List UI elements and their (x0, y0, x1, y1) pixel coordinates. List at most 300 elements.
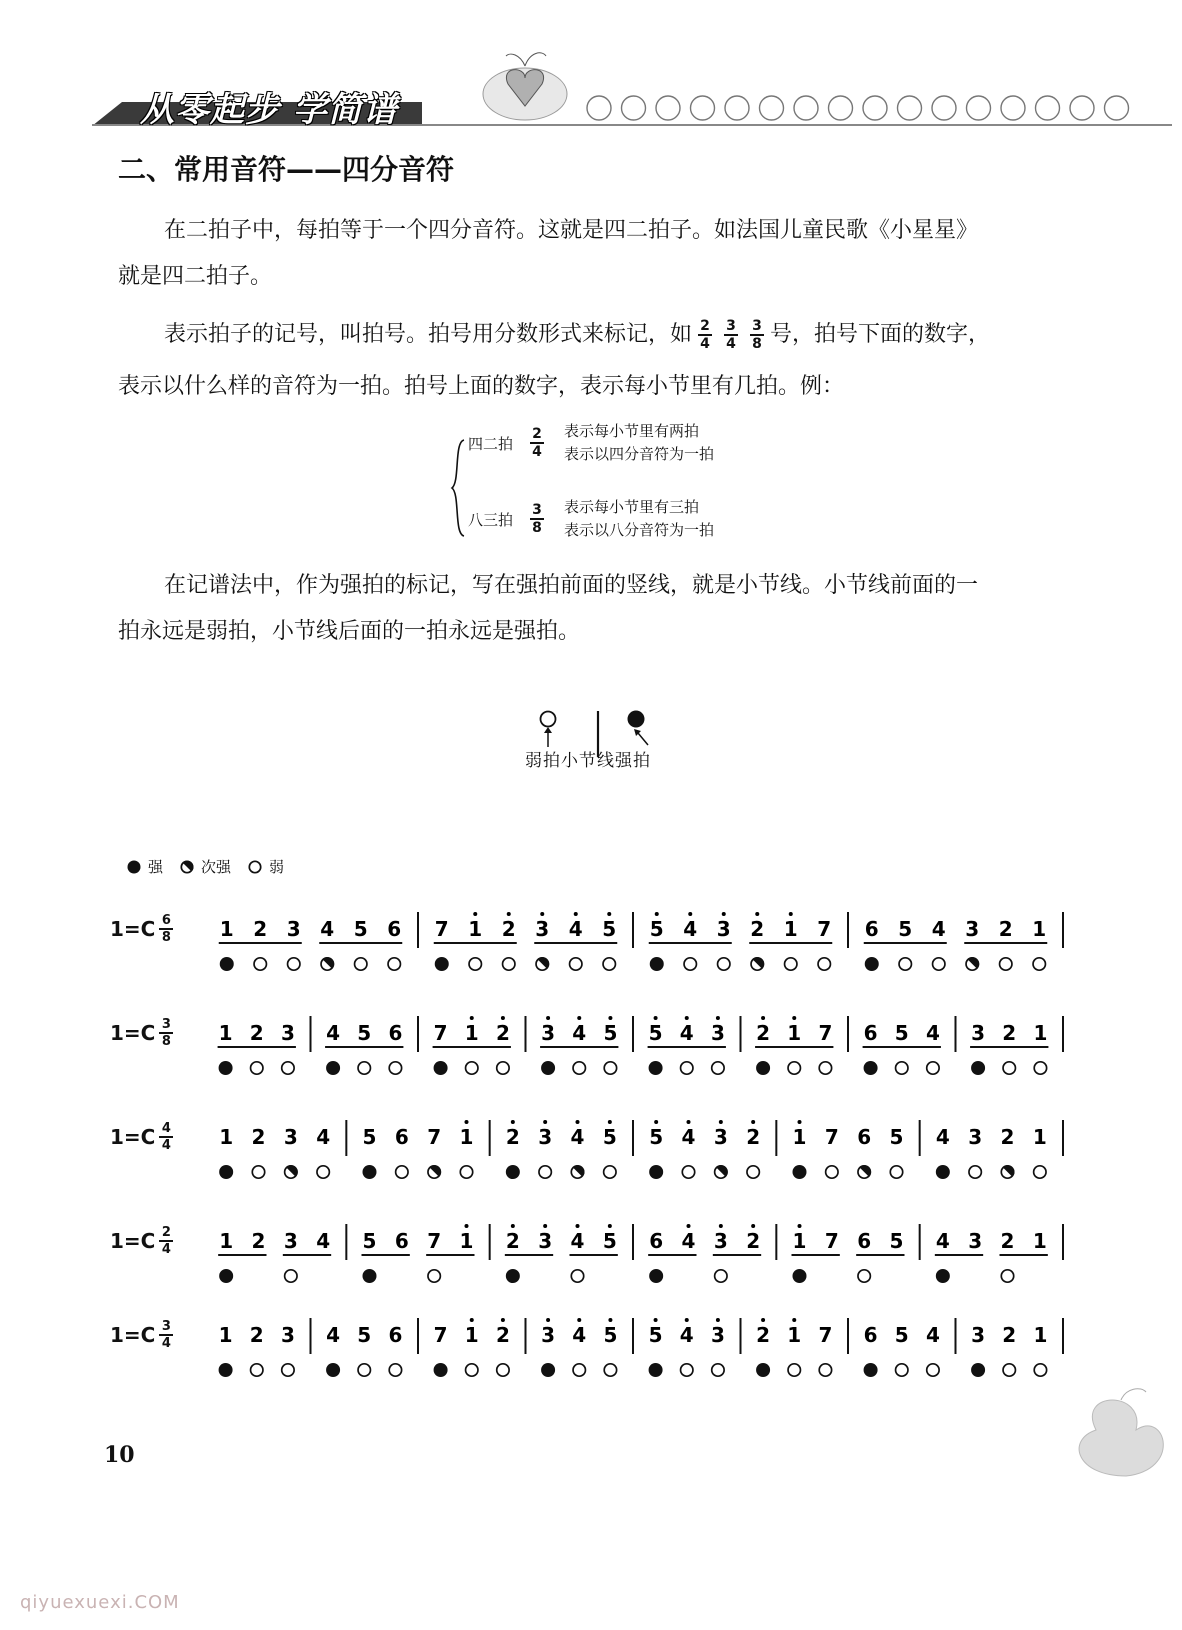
score-line (110, 908, 1182, 988)
decorative-circle (1036, 96, 1060, 120)
score-note: 1 (787, 1021, 802, 1045)
paragraph-text: 表示拍子的记号，叫拍号。拍号用分数形式来标记，如 (164, 322, 693, 347)
score-note: 3 (538, 1229, 553, 1253)
weak-beat-icon (788, 1364, 800, 1376)
high-octave-dot (716, 1016, 720, 1020)
weak-beat-icon (254, 958, 266, 970)
score-note: 4 (925, 1323, 940, 1347)
score-note: 2 (746, 1229, 761, 1253)
weak-beat-icon (497, 1062, 509, 1074)
weak-beat-icon (712, 1364, 724, 1376)
score-note: 1 (468, 917, 483, 941)
weak-beat-icon (604, 1364, 616, 1376)
score-note: 1 (1033, 1323, 1048, 1347)
time-signature-examples (692, 318, 770, 352)
score-note: 5 (602, 1125, 617, 1149)
strong-beat-icon (628, 711, 645, 728)
score-note: 2 (505, 1125, 520, 1149)
high-octave-dot (761, 1318, 765, 1322)
score-note: 5 (362, 1229, 377, 1253)
score-note: 6 (863, 1021, 878, 1045)
score-line (110, 1116, 1182, 1196)
time-signature-bottom: 4 (726, 336, 736, 352)
high-octave-dot (719, 1120, 723, 1124)
medium-beat-icon (858, 1165, 871, 1178)
score-note: 5 (889, 1125, 904, 1149)
score-note: 4 (570, 1229, 585, 1253)
score-line (110, 1012, 1182, 1092)
strong-beat-icon (435, 957, 449, 971)
weak-beat-icon (358, 1062, 370, 1074)
score-note: 5 (889, 1229, 904, 1253)
weak-beat-icon (1033, 958, 1045, 970)
time-signature-bottom: 4 (700, 336, 710, 352)
strong-beat-icon (971, 1363, 985, 1377)
weak-beat-icon (252, 1166, 264, 1178)
time-signature-bottom: 4 (161, 1336, 171, 1351)
weak-beat-icon (282, 1364, 294, 1376)
high-octave-dot (608, 1016, 612, 1020)
score-note: 3 (971, 1323, 986, 1347)
weak-beat-icon (969, 1166, 981, 1178)
time-signature-top: 3 (726, 318, 736, 334)
time-signature (750, 319, 764, 351)
paragraph-time-signature (118, 312, 1078, 410)
key-label: 1=C (110, 1229, 156, 1253)
strong-beat-icon (865, 957, 879, 971)
high-octave-dot (607, 912, 611, 916)
score-note: 6 (394, 1125, 409, 1149)
score-note: 3 (286, 917, 301, 941)
paragraph-text: 在二拍子中，每拍等于一个四分音符。这就是四二拍子。如法国儿童民歌《小星星》 (164, 218, 979, 243)
time-signature-bottom: 4 (161, 1242, 171, 1257)
score-note: 3 (280, 1021, 295, 1045)
score-note: 5 (357, 1323, 372, 1347)
weak-beat-icon (573, 1364, 585, 1376)
weak-beat-icon (603, 958, 615, 970)
strong-beat-icon (219, 1061, 233, 1075)
time-signature-top: 3 (752, 318, 762, 334)
score-note: 3 (968, 1125, 983, 1149)
strong-beat-icon (506, 1269, 520, 1283)
score-note: 4 (935, 1125, 950, 1149)
score-note: 5 (602, 1229, 617, 1253)
high-octave-dot (546, 1016, 550, 1020)
high-octave-dot (722, 912, 726, 916)
decorative-circle (725, 96, 749, 120)
score-note: 7 (434, 917, 449, 941)
weak-beat-icon (604, 1062, 616, 1074)
strong-beat-icon (128, 860, 141, 873)
time-signature-top: 3 (161, 1319, 171, 1334)
brace-icon (450, 438, 466, 538)
high-octave-dot (751, 1224, 755, 1228)
decorative-circle (1001, 96, 1025, 120)
decorative-circle (622, 96, 646, 120)
high-octave-dot (755, 912, 759, 916)
decorative-circle (829, 96, 853, 120)
weak-beat-icon (747, 1166, 759, 1178)
meter-desc-top: 表示每小节里有三拍 (564, 498, 700, 516)
weak-beat-icon (460, 1166, 472, 1178)
meter-desc-bottom: 表示以四分音符为一拍 (564, 445, 715, 463)
score-note: 1 (792, 1125, 807, 1149)
high-octave-dot (574, 912, 578, 916)
decorative-circle (587, 96, 611, 120)
score-line (110, 1314, 1182, 1394)
score-note: 2 (756, 1021, 771, 1045)
score-note: 1 (218, 1323, 233, 1347)
high-octave-dot (792, 1016, 796, 1020)
score-note: 1 (464, 1323, 479, 1347)
decorative-circle (967, 96, 991, 120)
weak-beat-icon (466, 1062, 478, 1074)
score-note: 6 (857, 1229, 872, 1253)
time-signature-bottom: 8 (161, 930, 171, 945)
score-note: 5 (353, 917, 368, 941)
key-label: 1=C (110, 1323, 156, 1347)
medium-beat-icon (536, 957, 549, 970)
weak-beat-icon (896, 1364, 908, 1376)
score-note: 1 (219, 1125, 234, 1149)
high-octave-dot (687, 1224, 691, 1228)
score-note: 5 (894, 1323, 909, 1347)
score-note: 5 (649, 1125, 664, 1149)
strong-beat-icon (649, 1363, 663, 1377)
score-note: 1 (459, 1125, 474, 1149)
paragraph-text: 号，拍号下面的数字， (770, 322, 991, 347)
score-note: 4 (570, 1125, 585, 1149)
strong-beat-icon (649, 1061, 663, 1075)
high-octave-dot (685, 1318, 689, 1322)
page-number: 10 (104, 1442, 135, 1468)
time-signature-bottom: 8 (161, 1034, 171, 1049)
score-note: 2 (756, 1323, 771, 1347)
score-note: 3 (713, 1125, 728, 1149)
paragraph-text: 表示以什么样的音符为一拍。拍号上面的数字，表示每小节里有几拍。例： (118, 374, 845, 399)
decorative-circle (898, 96, 922, 120)
high-octave-dot (654, 1318, 658, 1322)
score-note: 5 (362, 1125, 377, 1149)
high-octave-dot (511, 1120, 515, 1124)
strong-beat-icon (219, 1165, 233, 1179)
score-note: 4 (320, 917, 335, 941)
high-octave-dot (473, 912, 477, 916)
weak-beat-icon (933, 958, 945, 970)
score-note: 7 (824, 1125, 839, 1149)
high-octave-dot (792, 1318, 796, 1322)
score-note: 6 (857, 1125, 872, 1149)
weak-beat-icon (469, 958, 481, 970)
time-signature-top: 2 (700, 318, 710, 334)
decorative-circle (1070, 96, 1094, 120)
weak-beat-icon (858, 1270, 870, 1282)
high-octave-dot (751, 1120, 755, 1124)
score-note: 7 (818, 1323, 833, 1347)
time-signature-top: 2 (161, 1225, 171, 1240)
score-note: 4 (679, 1021, 694, 1045)
weak-beat-icon (317, 1166, 329, 1178)
legend-label: 弱 (269, 858, 285, 876)
score-note: 1 (218, 1021, 233, 1045)
weak-beat-icon (288, 958, 300, 970)
score-note: 7 (818, 1021, 833, 1045)
score-note: 5 (894, 1021, 909, 1045)
meter-desc-bottom: 表示以八分音符为一拍 (564, 521, 715, 539)
score-note: 1 (792, 1229, 807, 1253)
weak-beat-icon (818, 958, 830, 970)
score-note: 4 (316, 1229, 331, 1253)
medium-beat-icon (715, 1165, 728, 1178)
time-signature (698, 319, 712, 351)
section-title: 二、常用音符——四分音符 (118, 153, 455, 186)
high-octave-dot (761, 1016, 765, 1020)
score-note: 3 (971, 1021, 986, 1045)
weak-beat-icon (251, 1364, 263, 1376)
score-note: 2 (750, 917, 765, 941)
weak-beat-icon (396, 1166, 408, 1178)
weak-beat-icon (927, 1062, 939, 1074)
score-note: 3 (283, 1229, 298, 1253)
weak-beat-icon (715, 1270, 727, 1282)
score-note: 1 (1032, 1125, 1047, 1149)
paragraph-duple-meter (118, 208, 1078, 300)
strong-beat-icon (971, 1061, 985, 1075)
high-octave-dot (655, 912, 659, 916)
score-note: 5 (602, 917, 617, 941)
high-octave-dot (789, 912, 793, 916)
weak-beat-icon (541, 712, 556, 727)
score-note: 2 (249, 1323, 264, 1347)
score-note: 6 (387, 917, 402, 941)
strong-beat-icon (650, 957, 664, 971)
weak-beat-icon (388, 958, 400, 970)
high-octave-dot (608, 1318, 612, 1322)
weak-beat-icon (539, 1166, 551, 1178)
corner-apple-icon (1066, 1380, 1182, 1480)
arrow-diagonal-icon (638, 733, 648, 745)
score-note: 4 (316, 1125, 331, 1149)
medium-beat-icon (428, 1165, 441, 1178)
high-octave-dot (608, 1224, 612, 1228)
weak-beat-icon (573, 1062, 585, 1074)
score-note: 4 (681, 1125, 696, 1149)
meter-description (564, 420, 714, 466)
high-octave-dot (507, 912, 511, 916)
legend-label: 强 (148, 858, 164, 876)
time-signature-top: 3 (161, 1017, 171, 1032)
weak-beat-icon (890, 1166, 902, 1178)
high-octave-dot (540, 912, 544, 916)
key-label: 1=C (110, 917, 156, 941)
high-octave-dot (465, 1224, 469, 1228)
score-note: 6 (394, 1229, 409, 1253)
strong-beat-icon (434, 1061, 448, 1075)
score-note: 1 (783, 917, 798, 941)
strong-beat-icon (541, 1363, 555, 1377)
strong-legend-icon (126, 859, 142, 875)
score-note: 2 (495, 1323, 510, 1347)
score-note: 4 (931, 917, 946, 941)
strong-beat-icon (220, 957, 234, 971)
score-note: 4 (683, 917, 698, 941)
score-line (110, 1220, 1182, 1300)
high-octave-dot (798, 1120, 802, 1124)
score-note: 3 (713, 1229, 728, 1253)
score-note: 7 (817, 917, 832, 941)
time-signature-top: 6 (161, 913, 171, 928)
weak-beat-icon (389, 1364, 401, 1376)
strong-beat-icon (936, 1165, 950, 1179)
score-note: 2 (998, 917, 1013, 941)
decorative-circle (794, 96, 818, 120)
score-note: 4 (935, 1229, 950, 1253)
weak-beat-icon (389, 1062, 401, 1074)
score-note: 3 (541, 1323, 556, 1347)
weak-beat-icon (788, 1062, 800, 1074)
score-note: 2 (1002, 1021, 1017, 1045)
meter-example-row (468, 496, 714, 542)
weak-beat-icon (249, 861, 260, 872)
heart-apple-icon (470, 44, 580, 124)
weak-beat-icon (1034, 1364, 1046, 1376)
time-signature-top: 4 (161, 1121, 171, 1136)
high-octave-dot (470, 1016, 474, 1020)
paragraph-text: 拍永远是弱拍，小节线后面的一拍永远是强拍。 (118, 619, 581, 644)
weak-beat-icon (1003, 1364, 1015, 1376)
weak-beat-icon (684, 958, 696, 970)
weak-beat-icon (570, 958, 582, 970)
high-octave-dot (576, 1120, 580, 1124)
high-octave-dot (465, 1120, 469, 1124)
score-note: 2 (251, 1125, 266, 1149)
score-note: 3 (283, 1125, 298, 1149)
weak-beat-icon (682, 1166, 694, 1178)
weak-beat-icon (819, 1062, 831, 1074)
score-note: 1 (464, 1021, 479, 1045)
medium-beat-icon (966, 957, 979, 970)
score-note: 2 (746, 1125, 761, 1149)
time-signature-top: 3 (532, 502, 542, 518)
meter-name: 四二拍 (468, 434, 514, 453)
paragraph-bar-line (118, 563, 1078, 655)
score-note: 7 (427, 1229, 442, 1253)
score-note: 1 (1032, 917, 1047, 941)
time-signature-bottom: 4 (532, 444, 542, 460)
weak-beat-icon (681, 1062, 693, 1074)
score-note: 2 (1000, 1229, 1015, 1253)
paragraph-text: 就是四二拍子。 (118, 264, 273, 289)
score-note: 1 (787, 1323, 802, 1347)
score-note: 5 (648, 1323, 663, 1347)
meter-example-row (468, 420, 714, 466)
score-note: 2 (495, 1021, 510, 1045)
score-note: 2 (1000, 1125, 1015, 1149)
weak-beat-icon (718, 958, 730, 970)
beat-legend (126, 856, 294, 877)
score-note: 3 (535, 917, 550, 941)
weak-beat-icon (785, 958, 797, 970)
decorative-circle (691, 96, 715, 120)
score-note: 7 (433, 1323, 448, 1347)
high-octave-dot (716, 1318, 720, 1322)
score-notation (110, 1116, 1180, 1196)
strong-beat-icon (649, 1269, 663, 1283)
strong-beat-icon (219, 1269, 233, 1283)
high-octave-dot (577, 1318, 581, 1322)
score-note: 7 (433, 1021, 448, 1045)
weak-beat-icon (251, 1062, 263, 1074)
score-note: 2 (253, 917, 268, 941)
weak-beat-icon (466, 1364, 478, 1376)
strong-beat-icon (326, 1061, 340, 1075)
high-octave-dot (543, 1120, 547, 1124)
time-signature (530, 427, 544, 459)
medium-beat-icon (181, 860, 193, 872)
strong-beat-icon (363, 1165, 377, 1179)
high-octave-dot (608, 1120, 612, 1124)
weak-beat-icon (358, 1364, 370, 1376)
weak-beat-icon (819, 1364, 831, 1376)
weak-beat-icon (428, 1270, 440, 1282)
high-octave-dot (654, 1016, 658, 1020)
score-note: 2 (249, 1021, 264, 1045)
score-note: 3 (968, 1229, 983, 1253)
high-octave-dot (511, 1224, 515, 1228)
score-note: 3 (538, 1125, 553, 1149)
score-note: 6 (388, 1323, 403, 1347)
high-octave-dot (543, 1224, 547, 1228)
weak-beat-icon (355, 958, 367, 970)
decorative-circles (585, 92, 1145, 126)
high-octave-dot (685, 1016, 689, 1020)
score-note: 4 (572, 1323, 587, 1347)
score-note: 6 (388, 1021, 403, 1045)
weak-beat-icon (497, 1364, 509, 1376)
beat-diagram-label: 弱拍小节线强拍 (525, 751, 651, 771)
high-octave-dot (501, 1016, 505, 1020)
score-note: 2 (501, 917, 516, 941)
legend-label: 次强 (201, 858, 232, 876)
score-note: 3 (541, 1021, 556, 1045)
decorative-circle (1105, 96, 1129, 120)
strong-beat-icon (936, 1269, 950, 1283)
weak-beat-icon (1001, 1270, 1013, 1282)
weak-beat-icon (899, 958, 911, 970)
strong-beat-icon (756, 1363, 770, 1377)
score-note: 4 (568, 917, 583, 941)
score-note: 6 (649, 1229, 664, 1253)
weak-beat-icon (1034, 1062, 1046, 1074)
strong-beat-icon (326, 1363, 340, 1377)
score-note: 1 (459, 1229, 474, 1253)
medium-beat-icon (1001, 1165, 1014, 1178)
score-note: 4 (572, 1021, 587, 1045)
weak-beat-icon (1003, 1062, 1015, 1074)
score-note: 7 (824, 1229, 839, 1253)
medium-beat-icon (321, 957, 334, 970)
score-note: 4 (679, 1323, 694, 1347)
medium-beat-icon (751, 957, 764, 970)
score-note: 2 (251, 1229, 266, 1253)
book-logo: 从零起步 学简谱 (140, 90, 398, 130)
decorative-circle (932, 96, 956, 120)
score-notation (110, 1314, 1180, 1394)
strong-beat-icon (219, 1363, 233, 1377)
medium-legend-icon (179, 859, 195, 875)
score-note: 5 (603, 1021, 618, 1045)
score-note: 4 (925, 1021, 940, 1045)
